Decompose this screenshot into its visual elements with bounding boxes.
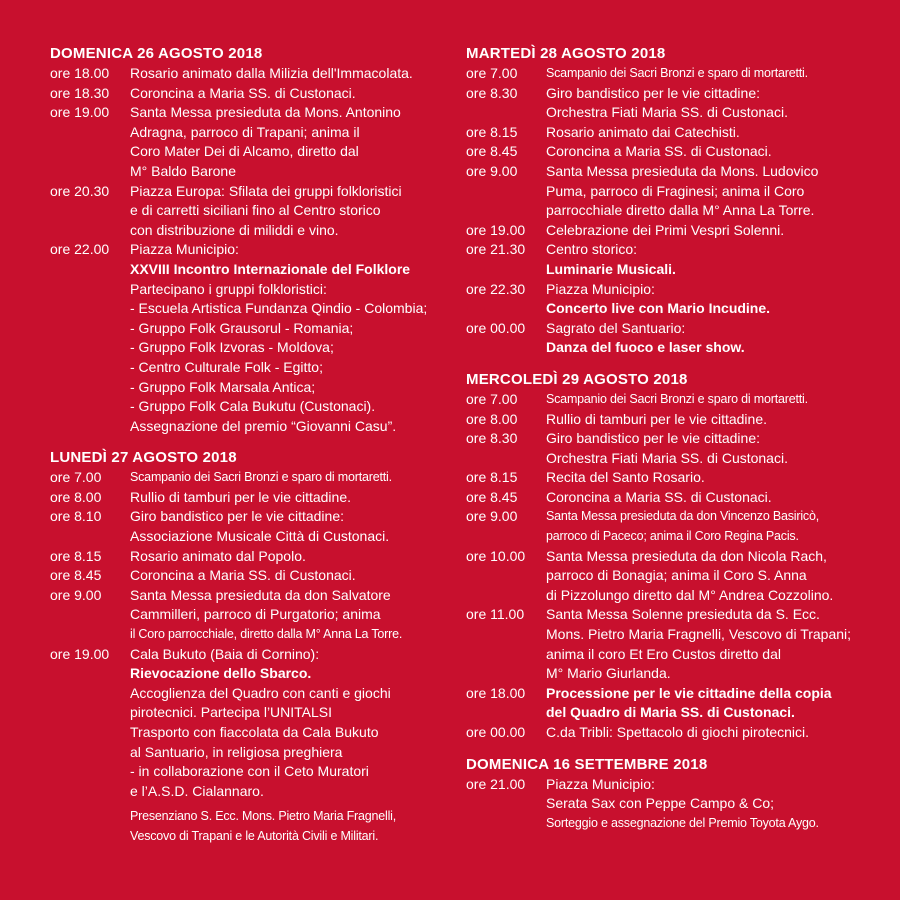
schedule-entry <box>50 84 450 104</box>
entry-line: Coroncina a Maria SS. di Custonaci. <box>130 567 356 584</box>
entry-description <box>130 566 450 586</box>
entry-line: Giro bandistico per le vie cittadine: <box>130 508 344 525</box>
entry-description <box>546 162 866 221</box>
entry-line: Orchestra Fiati Maria SS. di Custonaci. <box>546 449 788 466</box>
entry-line: - Centro Culturale Folk - Egitto; <box>130 358 323 375</box>
schedule-entry <box>466 123 866 143</box>
schedule-entry <box>466 488 866 508</box>
day-title: DOMENICA 26 AGOSTO 2018 <box>50 45 263 62</box>
entry-line: Coroncina a Maria SS. di Custonaci. <box>546 488 772 505</box>
entry-line: - Gruppo Folk Grausorul - Romania; <box>130 319 354 336</box>
entry-description <box>546 429 866 468</box>
entry-line: Assegnazione del premio “Giovanni Casu”. <box>130 417 397 434</box>
day-section <box>466 44 866 358</box>
entry-time: ore 8.15 <box>466 469 518 486</box>
entry-line: Adragna, parroco di Trapani; anima il <box>130 123 360 140</box>
entry-line: - in collaborazione con il Ceto Muratori <box>130 763 369 780</box>
entry-description <box>130 547 450 567</box>
entry-line: Giro bandistico per le vie cittadine: <box>546 430 760 447</box>
entry-line: Rosario animato dal Popolo. <box>130 547 306 564</box>
day-note <box>50 807 450 846</box>
note-line: Presenziano S. Ecc. Mons. Pietro Maria Fragnelli, <box>130 809 397 824</box>
schedule-entry <box>50 547 450 567</box>
entry-line: Santa Messa presieduta da don Nicola Rach, <box>546 547 827 564</box>
entry-time: ore 18.30 <box>50 84 110 101</box>
entry-line: Cala Bukuto (Baia di Cornino): <box>130 645 320 662</box>
entry-description <box>130 488 450 508</box>
entry-description <box>130 240 450 436</box>
entry-time: ore 22.30 <box>466 280 526 297</box>
entry-line: Scampanio dei Sacri Bronzi e sparo di mortaretti. <box>546 391 808 406</box>
entry-line: Recita del Santo Rosario. <box>546 469 705 486</box>
entry-line: M° Mario Giurlanda. <box>546 665 671 682</box>
schedule-entry <box>50 103 450 181</box>
entry-time: ore 8.00 <box>50 488 102 505</box>
entry-description <box>546 410 866 430</box>
entry-line: Orchestra Fiati Maria SS. di Custonaci. <box>546 104 788 121</box>
day-title: MERCOLEDÌ 29 AGOSTO 2018 <box>466 370 688 388</box>
entry-time: ore 8.00 <box>466 410 518 427</box>
day-section <box>466 370 866 743</box>
entry-time: ore 11.00 <box>466 606 525 623</box>
entry-line: Partecipano i gruppi folkloristici: <box>130 280 327 297</box>
entry-line: Centro storico: <box>546 241 638 258</box>
schedule-entry <box>466 142 866 162</box>
entry-description <box>546 240 866 279</box>
entry-description <box>546 390 866 410</box>
schedule-entry <box>466 429 866 468</box>
entry-description <box>130 182 450 241</box>
entry-description <box>546 488 866 508</box>
schedule-entry <box>50 182 450 241</box>
entry-description <box>546 142 866 162</box>
entry-line: con distribuzione di miliddi e vino. <box>130 221 339 238</box>
schedule-entry <box>466 221 866 241</box>
entry-highlight: Concerto live con Mario Incudine. <box>546 300 771 317</box>
entry-highlight: Processione per le vie cittadine della copia <box>546 684 832 701</box>
entry-description <box>546 723 866 743</box>
left-column <box>50 44 450 859</box>
entry-time: ore 7.00 <box>50 469 102 486</box>
right-column <box>466 44 866 845</box>
entry-line: al Santuario, in religiosa preghiera <box>130 743 343 760</box>
entry-line: e di carretti siciliani fino al Centro storico <box>130 202 381 219</box>
entry-description <box>546 547 866 606</box>
schedule-entry <box>466 280 866 319</box>
entry-time: ore 9.00 <box>50 586 102 603</box>
entry-description <box>130 103 450 181</box>
entry-line: Rosario animato dai Catechisti. <box>546 123 740 140</box>
schedule-entry <box>466 319 866 358</box>
entry-highlight: Danza del fuoco e laser show. <box>546 339 745 356</box>
entry-highlight: Rievocazione dello Sbarco. <box>130 665 312 682</box>
entry-line: Santa Messa presieduta da Mons. Ludovico <box>546 162 819 179</box>
entry-description <box>130 586 450 645</box>
entry-time: ore 8.15 <box>50 547 102 564</box>
entry-line: Santa Messa Solenne presieduta da S. Ecc. <box>546 606 820 623</box>
entry-description <box>546 319 866 358</box>
entry-time: ore 19.00 <box>50 104 110 121</box>
entry-line: Sorteggio e assegnazione del Premio Toyota Aygo. <box>546 815 819 830</box>
entry-time: ore 19.00 <box>466 221 526 238</box>
entry-time: ore 8.45 <box>50 567 102 584</box>
entry-line: Santa Messa presieduta da don Vincenzo Basiricò, <box>546 509 819 524</box>
entry-line: Mons. Pietro Maria Fragnelli, Vescovo di Trapani; <box>546 626 852 643</box>
entry-line: - Gruppo Folk Marsala Antica; <box>130 378 316 395</box>
day-section <box>466 755 866 834</box>
entry-time: ore 18.00 <box>466 684 526 701</box>
entry-time: ore 20.30 <box>50 182 110 199</box>
entry-time: ore 10.00 <box>466 547 526 564</box>
entry-line: Scampanio dei Sacri Bronzi e sparo di mortaretti. <box>546 66 808 80</box>
day-title: DOMENICA 16 SETTEMBRE 2018 <box>466 755 708 773</box>
entry-line: pirotecnici. Partecipa l’UNITALSI <box>130 704 333 721</box>
schedule-entry <box>466 162 866 221</box>
entry-highlight: del Quadro di Maria SS. di Custonaci. <box>546 704 795 721</box>
entry-line: Piazza Municipio: <box>546 775 655 792</box>
entry-description <box>130 507 450 546</box>
entry-time: ore 9.00 <box>466 508 518 525</box>
entry-description <box>546 507 866 546</box>
entry-description <box>546 280 866 319</box>
entry-time: ore 8.15 <box>466 123 518 140</box>
entry-time: ore 21.30 <box>466 241 526 258</box>
entry-time: ore 8.45 <box>466 143 518 160</box>
entry-time: ore 9.00 <box>466 162 518 179</box>
note-line: Vescovo di Trapani e le Autorità Civili e Militari. <box>130 828 379 843</box>
entry-line: Rosario animato dalla Milizia dell'Immacolata. <box>130 65 413 81</box>
entry-line: e l’A.S.D. Cialannaro. <box>130 782 264 799</box>
entry-description <box>546 775 866 834</box>
schedule-entry <box>466 390 866 410</box>
day-section <box>50 448 450 846</box>
entry-time: ore 8.10 <box>50 508 102 525</box>
entry-highlight: XXVIII Incontro Internazionale del Folklore <box>130 260 411 277</box>
entry-line: Celebrazione dei Primi Vespri Solenni. <box>546 221 785 238</box>
entry-description <box>546 468 866 488</box>
entry-highlight: Luminarie Musicali. <box>546 260 676 277</box>
schedule-entry <box>466 468 866 488</box>
entry-line: Piazza Europa: Sfilata dei gruppi folkloristici <box>130 182 402 199</box>
schedule-entry <box>50 468 450 488</box>
schedule-entry <box>466 84 866 123</box>
schedule-entry <box>466 723 866 743</box>
schedule-entry <box>466 507 866 546</box>
entry-description <box>130 468 450 488</box>
entry-line: - Gruppo Folk Izvoras - Moldova; <box>130 339 334 356</box>
schedule-entry <box>50 240 450 436</box>
schedule-entry <box>50 507 450 546</box>
entry-line: Santa Messa presieduta da Mons. Antonino <box>130 104 401 121</box>
entry-line: Scampanio dei Sacri Bronzi e sparo di mortaretti. <box>130 470 392 485</box>
entry-time: ore 00.00 <box>466 319 526 336</box>
entry-line: Sagrato del Santuario: <box>546 319 686 336</box>
entry-line: parrocchiale diretto dalla M° Anna La Torre. <box>546 202 815 219</box>
entry-line: Santa Messa presieduta da don Salvatore <box>130 586 391 603</box>
entry-description <box>546 221 866 241</box>
entry-line: - Escuela Artistica Fundanza Qindio - Colombia; <box>130 300 428 317</box>
entry-time: ore 7.00 <box>466 390 518 407</box>
entry-line: parroco di Paceco; anima il Coro Regina Pacis. <box>546 529 799 544</box>
schedule-entry <box>50 64 450 84</box>
entry-description <box>546 84 866 123</box>
schedule-entry <box>466 410 866 430</box>
entry-line: Coro Mater Dei di Alcamo, diretto dal <box>130 143 359 160</box>
day-section <box>50 44 450 436</box>
entry-time: ore 21.00 <box>466 775 526 792</box>
entry-line: Trasporto con fiaccolata da Cala Bukuto <box>130 724 379 740</box>
entry-line: - Gruppo Folk Cala Bukutu (Custonaci). <box>130 398 376 415</box>
schedule-entry <box>50 586 450 645</box>
entry-description <box>130 84 450 104</box>
entry-time: ore 00.00 <box>466 724 526 740</box>
entry-line: di Pizzolungo diretto dal M° Andrea Cozzolino. <box>546 586 834 603</box>
entry-line: anima il coro Et Ero Custos diretto dal <box>546 645 781 662</box>
entry-time: ore 22.00 <box>50 241 110 258</box>
entry-line: Rullio di tamburi per le vie cittadine. <box>130 488 351 505</box>
day-title: LUNEDÌ 27 AGOSTO 2018 <box>50 449 237 467</box>
entry-time: ore 8.30 <box>466 84 518 101</box>
entry-line: Coroncina a Maria SS. di Custonaci. <box>130 84 356 101</box>
entry-line: Piazza Municipio: <box>546 280 655 297</box>
schedule-entry <box>50 566 450 586</box>
entry-description <box>546 64 866 84</box>
entry-time: ore 19.00 <box>50 645 110 662</box>
schedule-entry <box>466 64 866 84</box>
entry-time: ore 8.30 <box>466 430 518 447</box>
schedule-entry <box>466 547 866 606</box>
schedule-entry <box>466 684 866 723</box>
entry-line: Serata Sax con Peppe Campo & Co; <box>546 795 775 812</box>
day-title: MARTEDÌ 28 AGOSTO 2018 <box>466 45 666 62</box>
entry-line: Rullio di tamburi per le vie cittadine. <box>546 410 767 427</box>
entry-line: Coroncina a Maria SS. di Custonaci. <box>546 143 772 160</box>
entry-line: Giro bandistico per le vie cittadine: <box>546 84 760 101</box>
schedule-entry <box>466 775 866 834</box>
schedule-entry <box>466 605 866 683</box>
entry-description <box>546 123 866 143</box>
entry-line: Accoglienza del Quadro con canti e giochi <box>130 684 391 701</box>
entry-line: Cammilleri, parroco di Purgatorio; anima <box>130 606 381 623</box>
entry-description <box>546 684 866 723</box>
entry-description <box>130 64 450 84</box>
entry-line: Associazione Musicale Città di Custonaci. <box>130 528 390 545</box>
entry-description <box>130 645 450 802</box>
entry-line: il Coro parrocchiale, diretto dalla M° Anna La Torre. <box>130 627 403 642</box>
entry-time: ore 18.00 <box>50 65 110 81</box>
entry-line: parroco di Bonagia; anima il Coro S. Anna <box>546 567 807 584</box>
entry-line: Puma, parroco di Fraginesi; anima il Coro <box>546 182 805 199</box>
schedule-entry <box>50 488 450 508</box>
entry-time: ore 8.45 <box>466 488 518 505</box>
schedule-entry <box>466 240 866 279</box>
entry-line: M° Baldo Barone <box>130 162 236 179</box>
entry-line: Piazza Municipio: <box>130 241 239 258</box>
entry-line: C.da Tribli: Spettacolo di giochi pirotecnici. <box>546 724 810 740</box>
schedule-entry <box>50 645 450 802</box>
entry-description <box>546 605 866 683</box>
entry-time: ore 7.00 <box>466 65 518 81</box>
